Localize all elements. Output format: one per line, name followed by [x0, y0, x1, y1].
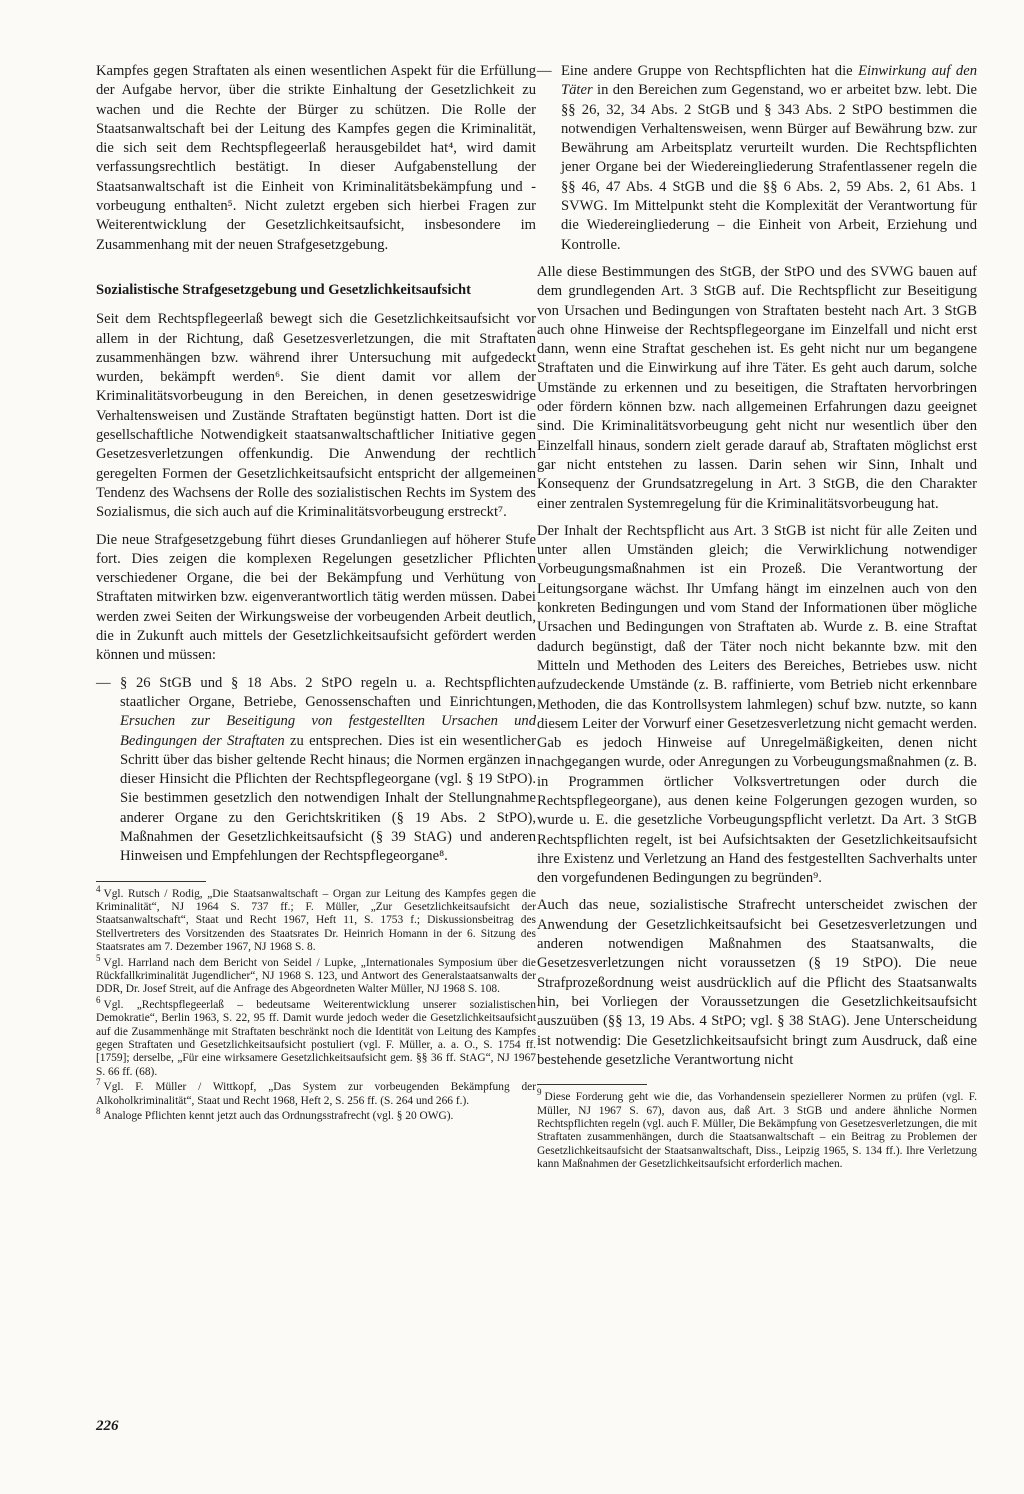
paragraph-3: Die neue Strafgesetzgebung führt dieses Grundanliegen auf höherer Stufe fort. Dies zeigen die komplexen Regelungen gesetzlicher Pflichten verschiedener Organe, die bei der Bekämpfung und Verhütung von Straftaten mitwirken bzw. eigenverantwortlich tätig werden müssen. Dabei werden zwei Seiten der Wirkungsweise der vorbeugenden Arbeit deutlich, die in Zukunft auch mittels der Gesetzlichkeitsaufsicht gefördert werden können und müssen: — [96, 531, 536, 664]
footnote-divider — [96, 881, 206, 882]
paragraph-1: Kampfes gegen Straftaten als einen wesentlichen Aspekt für die Erfüllung der Aufgabe hervor, über die strikte Einhaltung der Gesetzlichkeit zu wachen und die Rechte der Bürger zu schützen. Die Rolle der Staatsanwaltschaft bei der Leitung des Kampfes gegen die Kriminalität, die sich seit dem Rechtspflegeerlaß herausgebildet hat⁴, wird damit verfassungsrechtlich bestätigt. In dieser Aufgabenstellung der Staatsanwaltschaft ist die Einheit von Kriminalitätsbekämpfung und -vorbeugung enthalten⁵. Nicht zuletzt ergeben sich hierbei Fragen zur Weiterentwicklung der Gesetzlichkeitsaufsicht, insbesondere im Zusammenhang mit der neuen Strafgesetzgebung. — [96, 63, 536, 253]
left-column — [96, 62, 536, 1125]
footnote-8-number: 8 — [96, 1106, 101, 1117]
footnote-6 — [96, 995, 536, 1079]
page-number: 226 — [96, 1418, 119, 1434]
footnote-7-text: Vgl. F. Müller / Wittkopf, „Das System zur vorbeugenden Bekämpfung der Alkoholkriminalität“, Staat und Recht 1968, Heft 2, S. 256 ff. (S. 264 und 266 f.). — [96, 1081, 536, 1107]
list-item-1-emphasis: Ersuchen zur Beseitigung von festgestellten Ursachen und Bedingungen der Straftaten — [120, 713, 536, 749]
footnote-9-text: Diese Forderung geht wie die, das Vorhandensein speziellerer Normen zu prüfen (vgl. F. Müller, NJ 1967 S. 67), davon aus, daß Art. 3 StGB und andere ähnliche Normen Rechtspflichten regeln (vgl. auch F. Müller, Die Bekämpfung von Gesetzesverletzungen, die mit Straftaten zusammenhängen, durch die Staatsanwaltschaft – ein Beitrag zu Problemen der Gesetzlichkeitsaufsicht der Staatsanwaltschaft, Diss., Leipzig 1965, S. 134 ff.). Ihre Verletzung kann Maßnahmen der Gesetzlichkeitsaufsicht erforderlich machen. — [537, 1091, 977, 1171]
footnote-6-number: 6 — [96, 995, 101, 1006]
footnote-4-number: 4 — [96, 883, 101, 894]
footnote-6-text: Vgl. „Rechtspflegeerlaß – bedeutsame Weiterentwicklung unserer sozialistischen Demokratie“, Berlin 1963, S. 22, 95 ff. Damit wurde jedoch weder die Gesetzlichkeitsaufsicht auf die Zusammenhänge mit Straftaten beschränkt noch die Identität von Leitung des Kampfes gegen Straftaten und Gesetzlichkeitsaufsicht postuliert (vgl. F. Müller, a. a. O., S. 1754 ff. [1759]; derselbe, „Für eine wirksamere Gesetzlichkeitsaufsicht gem. §§ 36 ff. StAG“, NJ 1967 S. 66 ff. (68). — [96, 998, 536, 1078]
footnote-5-number: 5 — [96, 952, 101, 963]
list-item-2-emphasis: Einwirkung auf den Täter — [561, 63, 977, 99]
list-item-2-text-b: in den Bereichen zum Gegenstand, wo er arbeitet bzw. lebt. Die §§ 26, 32, 34 Abs. 2 StGB und § 343 Abs. 2 StPO bestimmen die notwendigen Verhaltensweisen, wenn Bürger auf Bewährung bzw. zur Bewährung am Arbeitsplatz verurteilt wurden. Die Rechtspflichten jener Organe bei der Wiedereingliederung Strafentlassener regeln die §§ 46, 47 Abs. 4 StGB und die §§ 6 Abs. 2, 59 Abs. 2, 61 Abs. 1 SVWG. Im Mittelpunkt steht die Komplexität der Verantwortung für die Wiedereingliederung – die Einheit von Arbeit, Erziehung und Kontrolle. — [561, 82, 977, 253]
footnote-8 — [96, 1106, 536, 1123]
footnote-4-text: Vgl. Rutsch / Rodig, „Die Staatsanwaltschaft – Organ zur Leitung des Kampfes gegen die Kriminalität“, NJ 1964 S. 737 ff.; F. Müller, „Zur Gesetzlichkeitsaufsicht der Staatsanwaltschaft“, Staat und Recht 1967, Heft 11, S. 1753 f.; Diskussionsbeitrag des Stellvertreters des Vorsitzenden des Staatsrates Dr. Heinrich Homann in der 6. Sitzung des Staatsrates am 7. Dezember 1967, NJ 1968 S. 8. — [96, 887, 536, 954]
footnote-5-text: Vgl. Harrland nach dem Bericht von Seidel / Lupke, „Internationales Symposium über die Rückfallkriminalität Jugendlicher“, NJ 1968 S. 123, und Antwort des Generalstaatsanwalts der DDR, Dr. Josef Streit, auf die Anfrage des Abgeordneten Walter Müller, NJ 1968 S. 108. — [96, 956, 536, 996]
right-column — [537, 62, 977, 1174]
footnote-4 — [96, 883, 536, 955]
footnote-5 — [96, 952, 536, 997]
section-heading: Sozialistische Strafgesetzgebung und Gesetzlichkeitsaufsicht — [96, 281, 471, 298]
paragraph-5: Der Inhalt der Rechtspflicht aus Art. 3 StGB ist nicht für alle Zeiten und unter allen Umständen gleich; die Verwirklichung notwendiger Vorbeugungsmaßnahmen ist ein Prozeß. Die Verantwortung der Leitungsorgane wächst. Ihr Umfang hängt im einzelnen auch von den konkreten Bedingungen und vom Stand der Informationen über mögliche Ursachen und Bedingungen von Straftaten ab. Wurde z. B. eine Straftat dadurch begünstigt, daß der Täter noch nicht bekannte bzw. mit den Mitteln und Methoden des Leiters des Bereiches, Betriebes usw. nicht aufzudeckende Umstände (z. B. raffinierte, vom Betrieb nicht erkennbare Methoden, die das Kontrollsystem lahmlegen) schuf bzw. nutzte, so kann diesem Leiter der Vorwurf einer Gesetzesverletzung nicht gemacht werden. Gab es jedoch Hinweise auf Unregelmäßigkeiten, denen nicht nachgegangen wurde, oder Anregungen zu Vorbeugungsmaßnahmen (z. B. in Programmen örtlicher Volksvertretungen oder durch die Rechtspflegeorgane), aus denen keine Folgerungen gezogen wurden, so wurde u. E. die gesetzliche Vorbeugungspflicht verletzt. Da Art. 3 StGB Rechtspflichten regelt, ist bei Aufsichtsakten der Gesetzlichkeitsaufsicht ihre Existenz und Verletzung an Hand des festgestellten Sachverhalts unter den vorgefundenen Bedingungen zu begründen⁹. — [537, 522, 977, 887]
list-item-1 — [96, 674, 536, 867]
paragraph-2: Seit dem Rechtspflegeerlaß bewegt sich die Gesetzlichkeitsaufsicht vor allem in der Richtung, daß Gesetzesverletzungen, die mit Straftaten zusammenhängen bzw. während ihrer Untersuchung mit aufgedeckt wurden, bekämpft werden⁶. Sie dient damit vor allem der Kriminalitätsvorbeugung in den Bereichen, in denen gesetzeswidrige Verhaltensweisen und Zustände Straftaten begünstigt hatten. Dort ist die gesellschaftliche Notwendigkeit staatsanwaltschaftlicher Initiative gegen Gesetzesverletzungen offenkundig. Die Anwendung der rechtlich geregelten Formen der Gesetzlichkeitsaufsicht entspricht der allgemeinen Tendenz des Wachsens der Rolle des sozialistischen Rechts im System des Sozialismus, die sich auch auf die Kriminalitätsvorbeugung erstreckt⁷. — [96, 311, 536, 521]
footnote-8-text: Analoge Pflichten kennt jetzt auch das Ordnungsstrafrecht (vgl. § 20 OWG). — [103, 1110, 454, 1123]
list-item-2 — [537, 62, 977, 255]
list-item-1-text-a: § 26 StGB und § 18 Abs. 2 StPO regeln u. a. Rechtspflichten staatlicher Organe, Betriebe, Genossenschaften und Einrichtungen, — [120, 674, 536, 710]
paragraph-6: Auch das neue, sozialistische Strafrecht unterscheidet zwischen der Anwendung der Gesetzlichkeitsaufsicht bei Gesetzesverletzungen und anderen notwendigen Maßnahmen des Staatsanwalts, die Gesetzesverletzungen nicht voraussetzen (§ 19 StPO). Die neue Strafprozeßordnung weist ausdrücklich auf die Pflicht des Staatsanwalts hin, bei Vorliegen der Voraussetzungen die Gesetzlichkeitsaufsicht auszuüben (§§ 13, 19 Abs. 4 StPO; vgl. § 38 StAG). Jene Unterscheidung ist notwendig: Die Gesetzlichkeitsaufsicht bringt zum Ausdruck, daß eine bestehende gesetzliche Verantwortung nicht — [537, 897, 977, 1068]
footnotes-left — [96, 883, 536, 1124]
footnote-9 — [537, 1087, 977, 1171]
footnote-7 — [96, 1077, 536, 1108]
paragraph-4: Alle diese Bestimmungen des StGB, der StPO und des SVWG bauen auf dem grundlegenden Art. 3 StGB auf. Die Rechtspflicht zur Beseitigung von Ursachen und Bedingungen von Straftaten besteht nach Art. 3 StGB auch ohne Hinweise der Rechtspflegeorgane im Einzelfall und nicht erst dann, wenn eine Straftat geschehen ist. Es geht nicht nur um begangene Straftaten und die Einwirkung auf ihre Täter. Es geht auch darum, solche Umstände zu erkennen und zu beseitigen, die Straftaten hervorbringen oder fördern können bzw. nach allgemeinen Erfahrungen dazu geeignet sind. Die Kriminalitätsvorbeugung geht nicht nur wesentlich über den Einzelfall hinaus, sondern zielt gerade darauf ab, Straftaten möglichst erst gar nicht entstehen zu lassen. Darin sehen wir Sinn, Inhalt und Konsequenz der Grundsatzregelung in Art. 3 StGB, die den Charakter einer zentralen Systemregelung für die Kriminalitätsvorbeugung hat. — [537, 263, 977, 512]
footnote-divider-right — [537, 1084, 647, 1085]
list-item-1-text-b: zu entsprechen. Dies ist ein wesentlicher Schritt über das bisher geltende Recht hinaus; die Normen ergänzen in dieser Hinsicht die Pflichten der Rechtspflegeorgane (vgl. § 19 StPO). Sie bestimmen gesetzlich den notwendigen Inhalt der Stellungnahme anderer Organe zu den Gerichtskritiken (§ 19 Abs. 2 StPO), Maßnahmen der Gesetzlichkeitsaufsicht (§ 39 StAG) und anderen Hinweisen und Empfehlungen der Rechtspflegeorgane⁸. — [120, 732, 536, 865]
list-item-2-text-a: Eine andere Gruppe von Rechtspflichten hat die — [561, 63, 859, 79]
footnote-9-number: 9 — [537, 1087, 542, 1098]
footnote-7-number: 7 — [96, 1077, 101, 1088]
